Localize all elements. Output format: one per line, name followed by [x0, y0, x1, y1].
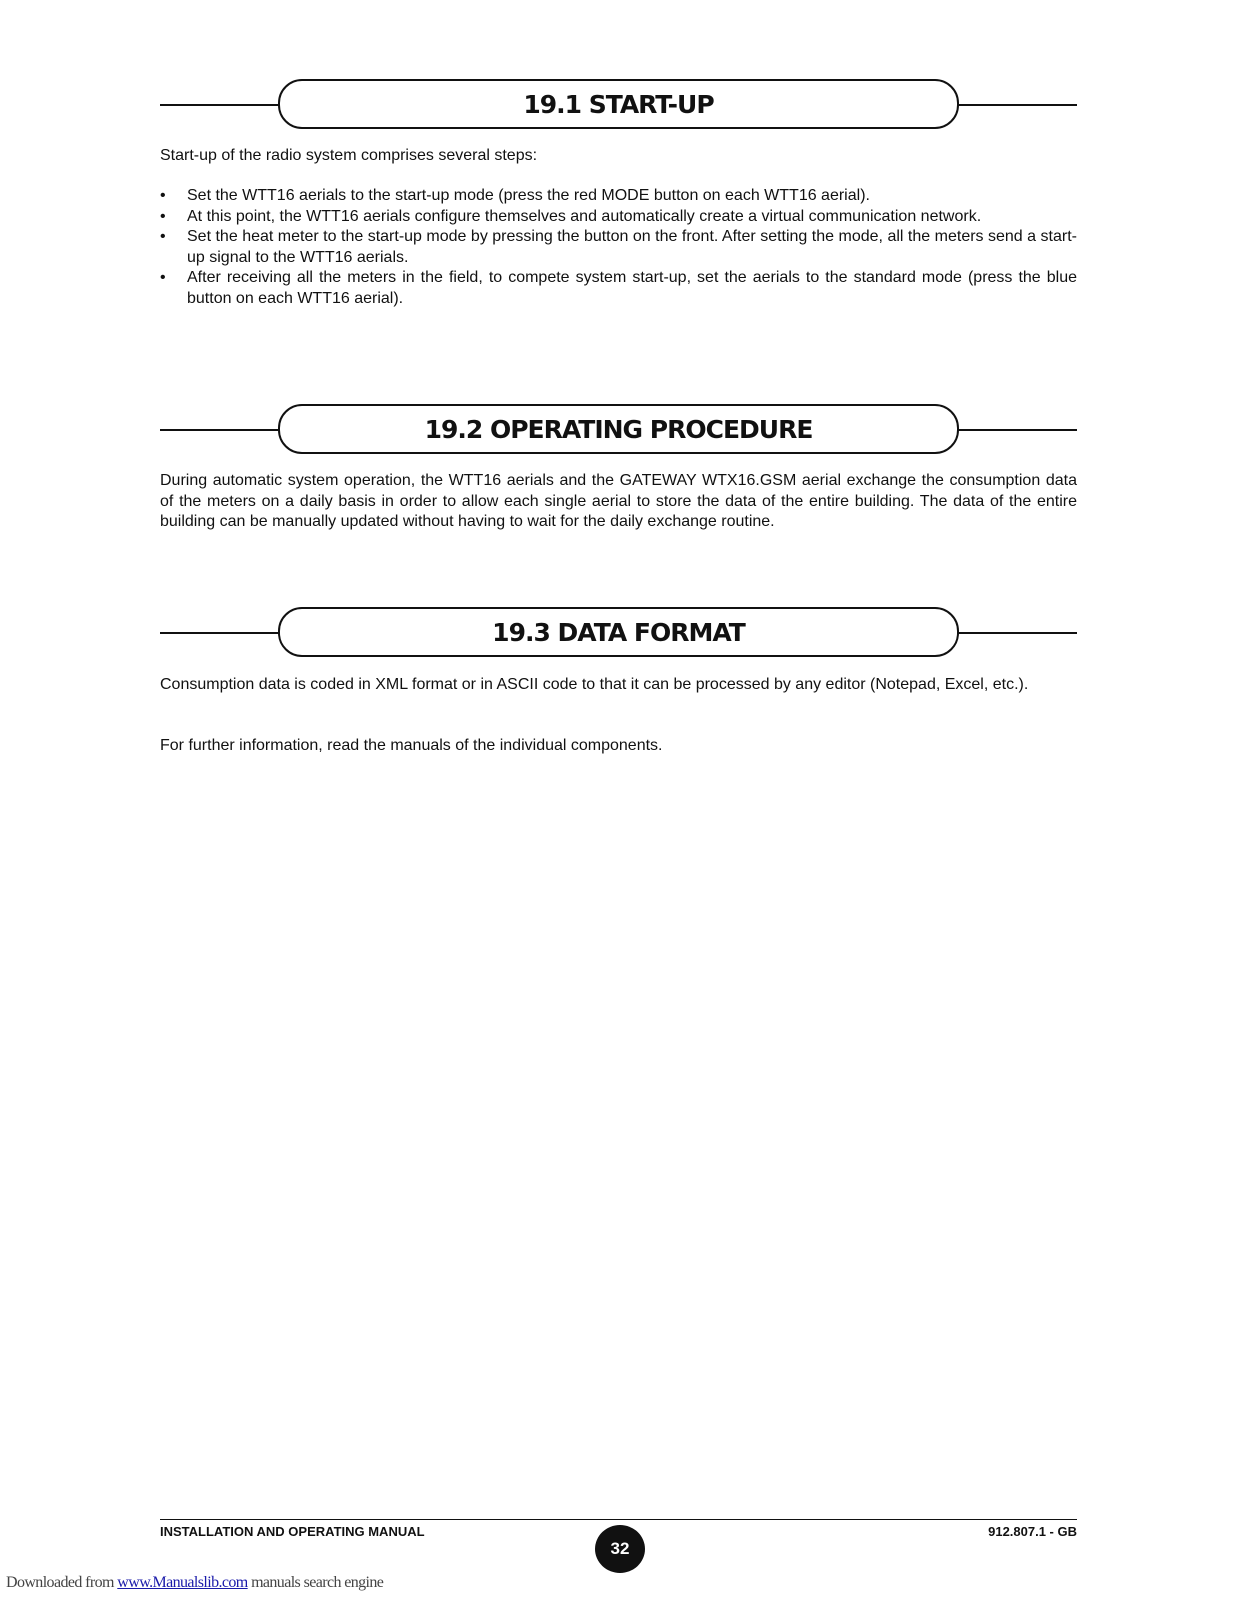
- startup-steps-list: [160, 186, 1077, 309]
- header-rule-left: [160, 632, 280, 634]
- further-info-paragraph: For further information, read the manuals of the individual components.: [160, 737, 663, 754]
- list-item-text: At this point, the WTT16 aerials configure themselves and automatically create a virtual communication network.: [187, 207, 982, 225]
- list-item: [160, 207, 1077, 228]
- bullet-icon: •: [160, 207, 166, 225]
- header-rule-right: [957, 632, 1077, 634]
- list-item: [160, 268, 1077, 309]
- footer-manual-title: INSTALLATION AND OPERATING MANUAL: [160, 1524, 425, 1539]
- page-number-badge: 32: [595, 1525, 645, 1573]
- section-title: 19.1 START-UP: [278, 79, 959, 129]
- watermark-suffix: manuals search engine: [251, 1574, 384, 1591]
- bullet-icon: •: [160, 187, 166, 204]
- manualslib-link[interactable]: www.Manualslib.com: [117, 1574, 248, 1591]
- header-rule-left: [160, 104, 280, 106]
- list-item-text: Set the WTT16 aerials to the start-up mode (press the red MODE button on each WTT16 aerial).: [187, 187, 870, 204]
- watermark-prefix: Downloaded from: [6, 1574, 114, 1591]
- list-item: [160, 227, 1077, 268]
- operating-procedure-paragraph: During automatic system operation, the WTT16 aerials and the GATEWAY WTX16.GSM aerial exchange the consumption data of the meters on a daily basis in order to allow each single aerial to store the data of the entire building. The data of the entire building can be manually updated without having to wait for the daily exchange routine.: [160, 472, 1077, 530]
- footer-rule: [160, 1519, 1077, 1520]
- header-rule-left: [160, 429, 280, 431]
- section-header-operating-procedure: [160, 404, 1077, 454]
- header-rule-right: [957, 104, 1077, 106]
- bullet-icon: •: [160, 269, 166, 286]
- header-rule-right: [957, 429, 1077, 431]
- list-item-text: After receiving all the meters in the field, to compete system start-up, set the aerials to the standard mode (press the blue button on each WTT16 aerial).: [187, 269, 1077, 307]
- list-item-text: Set the heat meter to the start-up mode by pressing the button on the front. After setting the mode, all the meters send a start-up signal to the WTT16 aerials.: [187, 228, 1077, 266]
- section-header-data-format: [160, 607, 1077, 657]
- section-title: 19.3 DATA FORMAT: [278, 607, 959, 657]
- section-header-startup: [160, 79, 1077, 129]
- section-title: 19.2 OPERATING PROCEDURE: [278, 404, 959, 454]
- bullet-icon: •: [160, 228, 166, 245]
- data-format-paragraph: Consumption data is coded in XML format or in ASCII code to that it can be processed by any editor (Notepad, Excel, etc.).: [160, 676, 1029, 693]
- startup-intro: Start-up of the radio system comprises several steps:: [160, 147, 538, 164]
- list-item: [160, 186, 1077, 207]
- download-watermark: [6, 1574, 383, 1592]
- footer-document-code: 912.807.1 - GB: [988, 1524, 1077, 1539]
